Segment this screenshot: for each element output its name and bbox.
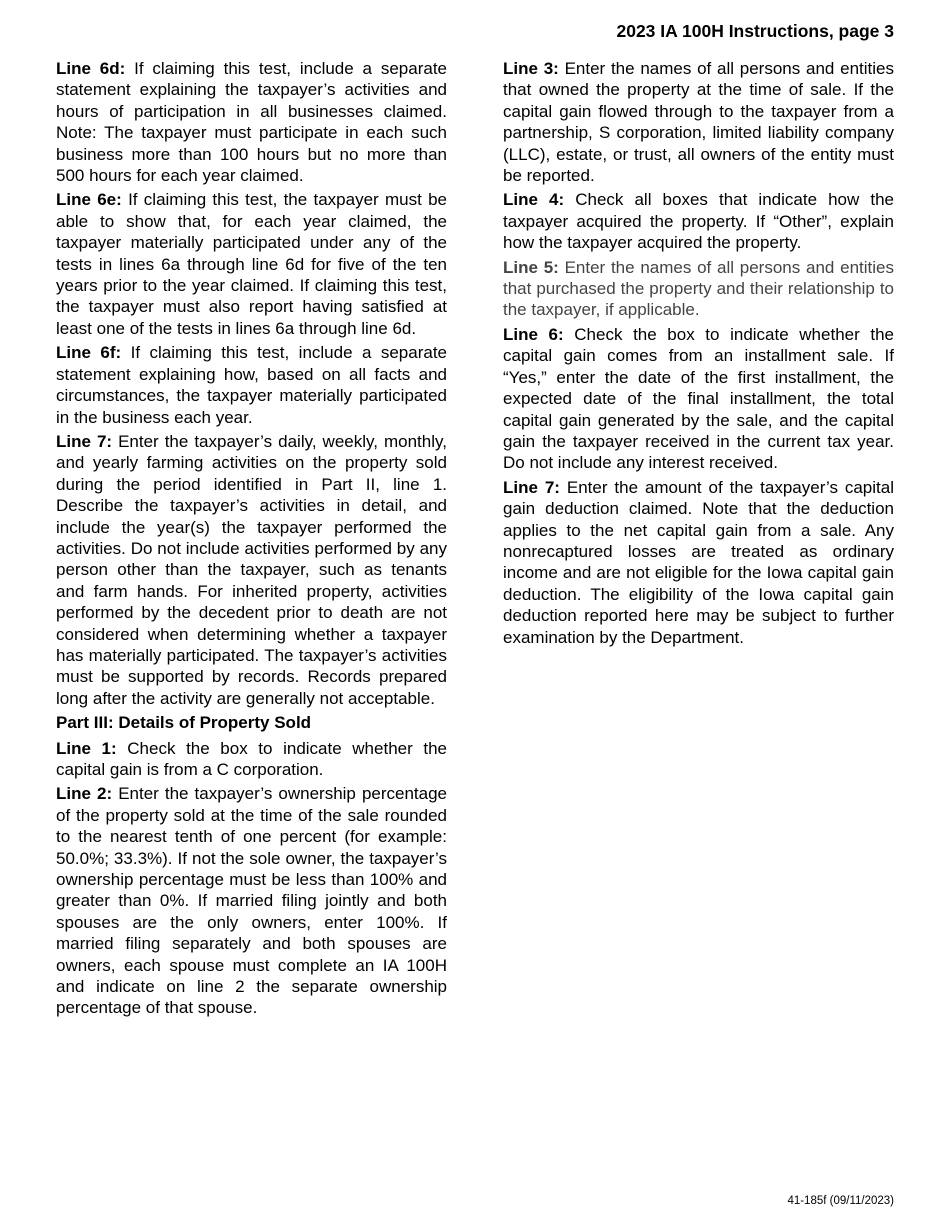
instruction-part3-line-3: [503, 58, 894, 186]
page-title: 2023 IA 100H Instructions, page 3: [616, 21, 894, 41]
line-label: Line 6d:: [56, 59, 126, 78]
line-text: If claiming this test, the taxpayer must be able to show that, for each year claimed, the taxpayer materially participated under any of the tests in lines 6a through line 6d for five of the ten years prior to the year claimed. If claiming this test, the taxpayer must also report having satisfied at least one of the tests in lines 6a through line 6d.: [56, 190, 447, 338]
instruction-part3-line-7: [503, 477, 894, 648]
line-label: Line 5:: [503, 257, 559, 277]
line-text: If claiming this test, include a separate statement explaining the taxpayer’s activities and hours of participation in all businesses claimed. Note: The taxpayer must participate in each such business more than 100 hours but no more than 500 hours for each year claimed.: [56, 59, 447, 186]
line-label: Line 3:: [503, 59, 559, 78]
instruction-line-6f: [56, 342, 447, 428]
line-text: Enter the taxpayer’s ownership percentage of the property sold at the time of the sale rounded to the nearest tenth of one percent (for example: 50.0%; 33.3%). If not the sole owner, the taxpayer’s ownership percentage must be less than 100% and greater than 0%. If married filing jointly and both spouses are the only owners, enter 100%. If married filing separately and both spouses are owners, each spouse must complete an IA 100H and indicate on line 2 the separate ownership percentage of that spouse.: [56, 784, 448, 1018]
left-column: [56, 58, 447, 1022]
instruction-part3-line-4: [503, 189, 894, 253]
line-text: Enter the taxpayer’s daily, weekly, monthly, and yearly farming activities on the property sold during the period identified in Part II, line 1. Describe the taxpayer’s activities in detail, and include the year(s) the taxpayer performed the activities. Do not include activities performed by any person other than the taxpayer, such as tenants and farm hands. For inherited property, activities performed by the decedent prior to death are not considered when determining whether a taxpayer has materially participated. The taxpayer’s activities must be supported by records. Records prepared long after the activity are generally not acceptable.: [56, 431, 447, 708]
instruction-part3-line-1: [56, 738, 447, 781]
instruction-part3-line-5: [503, 257, 894, 321]
line-text: Enter the names of all persons and entities that owned the property at the time of sale. If the capital gain flowed through to the taxpayer from a partnership, S corporation, limited liability company (LLC), estate, or trust, all owners of the entity must be reported.: [503, 59, 894, 186]
line-text: Check the box to indicate whether the capital gain is from a C corporation.: [56, 738, 447, 779]
instruction-part3-line-6: [503, 324, 894, 474]
line-label: Line 7:: [56, 431, 113, 451]
line-label: Line 4:: [503, 190, 565, 210]
instruction-part3-line-2: [56, 783, 447, 1018]
line-text: Enter the names of all persons and entities that purchased the property and their relationship to the taxpayer, if applicable.: [503, 257, 894, 320]
instruction-line-6e: [56, 189, 447, 339]
line-label: Line 7:: [503, 477, 560, 497]
line-label: Line 2:: [56, 784, 113, 804]
section-heading-part-3: Part III: Details of Property Sold: [56, 713, 312, 733]
line-label: Line 6:: [503, 324, 564, 344]
line-text: Check the box to indicate whether the capital gain comes from an installment sale. If “Yes,” enter the date of the first installment, the expected date of the final installment, the total capital gain generated by the sale, and the capital gain the taxpayer received in the current tax year. Do not include any interest received.: [503, 324, 894, 473]
instruction-line-6d: [56, 58, 447, 186]
line-label: Line 1:: [56, 738, 117, 758]
form-code: 41-185f (09/11/2023): [787, 1195, 894, 1207]
line-text: If claiming this test, include a separate statement explaining how, based on all facts and circumstances, the taxpayer materially participated in the business each year.: [56, 343, 448, 427]
instruction-line-7: [56, 431, 447, 709]
line-label: Line 6e:: [56, 190, 122, 210]
right-column: [503, 58, 894, 651]
line-label: Line 6f:: [56, 343, 122, 363]
line-text: Check all boxes that indicate how the taxpayer acquired the property. If “Other”, explain how the taxpayer acquired the property.: [503, 190, 894, 253]
line-text: Enter the amount of the taxpayer’s capital gain deduction claimed. Note that the deduction applies to the net capital gain from a sale. Any nonrecaptured losses are treated as ordinary income and are not eligible for the Iowa capital gain deduction. The eligibility of the Iowa capital gain deduction reported here may be subject to further examination by the Department.: [503, 477, 894, 647]
